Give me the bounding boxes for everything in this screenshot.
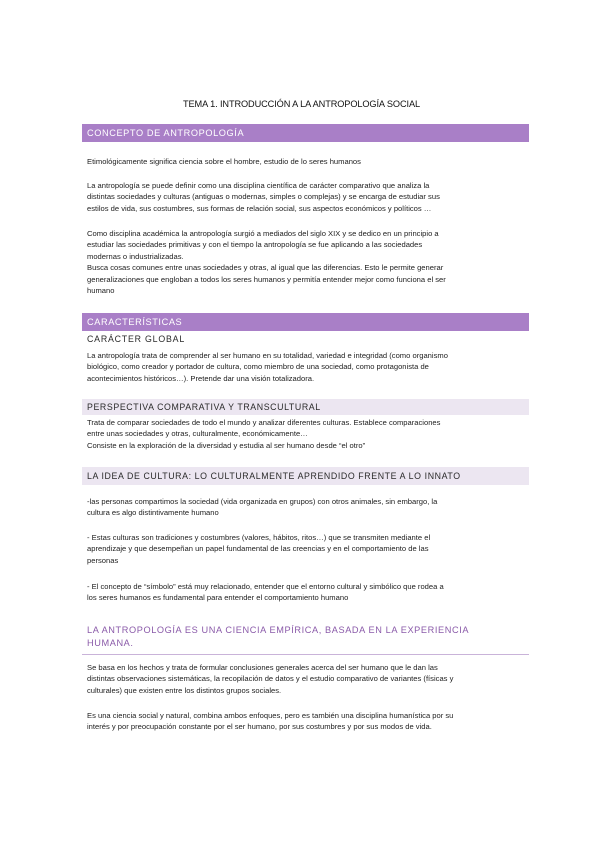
text-line: acontecimientos históricos…). Pretende dar una visión totalizadora. (87, 373, 315, 383)
text-line: - Estas culturas son tradiciones y costumbres (valores, hábitos, ritos…) que se transmiten mediante el (87, 533, 431, 542)
section-heading-idea-cultura: LA IDEA DE CULTURA: LO CULTURALMENTE APRENDIDO FRENTE A LO INNATO (82, 467, 529, 485)
paragraph-definicion (87, 180, 529, 214)
paragraph-tradiciones-costumbres (87, 532, 529, 566)
text-line: -las personas compartimos la sociedad (vida organizada en grupos) con otros animales, sin embargo, la (87, 497, 438, 506)
text-line: entre unas sociedades y otras, culturalmente, económicamente… (87, 429, 308, 439)
section-heading-caracteristicas: CARACTERÍSTICAS (82, 313, 529, 331)
text-line: estudiar las sociedades primitivas y con el tiempo la antropología se fue aplicando a las sociedades (87, 240, 423, 250)
text-line: humano (87, 286, 115, 296)
text-line: personas (87, 555, 119, 565)
text-line: cultura es algo distintivamente humano (87, 508, 219, 518)
section-heading-concepto: CONCEPTO DE ANTROPOLOGÍA (82, 124, 529, 142)
text-line: interés y por preocupación constante por el ser humano, por sus costumbres y por sus modos de vida. (87, 722, 432, 732)
paragraph-etimologia (87, 156, 529, 167)
paragraph-caracter-global (87, 350, 529, 384)
paragraph-hechos (87, 662, 529, 696)
subheading-caracter-global: CARÁCTER GLOBAL (87, 334, 186, 344)
text-line: generalizaciones que engloban a todos los seres humanos y permitía entender mejor como funciona el ser (87, 274, 446, 284)
text-line: Etimológicamente significa ciencia sobre el hombre, estudio de lo seres humanos (87, 157, 361, 166)
subheading-perspectiva-comparativa: PERSPECTIVA COMPARATIVA Y TRANSCULTURAL (82, 399, 529, 415)
text-line: distintas observaciones sistemáticas, la recopilación de datos y el estudio comparativo de variantes (físicas y (87, 674, 454, 684)
paragraph-perspectiva-comparativa (87, 417, 529, 451)
heading-line-2: HUMANA. (87, 638, 134, 648)
paragraph-cultura-humana (87, 496, 529, 519)
text-line: Como disciplina académica la antropología surgió a mediados del siglo XIX y se dedico en un principio a (87, 229, 439, 238)
paragraph-ciencia-social-natural (87, 710, 529, 733)
section-heading-ciencia-empirica (82, 624, 529, 655)
paragraph-concepto-simbolo (87, 581, 529, 604)
text-line: distintas sociedades y culturas (antiguas o modernas, simples o complejas) y se encarga de estudiar sus (87, 192, 440, 202)
text-line: La antropología trata de comprender al ser humano en su totalidad, variedad e integridad (como organismo (87, 351, 448, 360)
heading-line-1: LA ANTROPOLOGÍA ES UNA CIENCIA EMPÍRICA, BASADA EN LA EXPERIENCIA (87, 625, 470, 635)
text-line: Busca cosas comunes entre unas sociedades y otras, al igual que las diferencias. Esto le permite generar (87, 263, 444, 273)
text-line: - El concepto de “símbolo” está muy relacionado, entender que el entorno cultural y simbólico que rodea a (87, 582, 444, 591)
text-line: aprendizaje y que desempeñan un papel fundamental de las creencias y en el comportamiento de las (87, 544, 429, 554)
text-line: estilos de vida, sus costumbres, sus formas de relación social, sus aspectos económicos y políticos … (87, 203, 432, 213)
text-line: Es una ciencia social y natural, combina ambos enfoques, pero es también una disciplina humanística por su (87, 711, 454, 720)
text-line: La antropología se puede definir como una disciplina científica de carácter comparativo que analiza la (87, 181, 430, 190)
text-line: culturales) que existen entre los distintos grupos sociales. (87, 685, 282, 695)
text-line: modernas o industrializadas. (87, 251, 184, 261)
text-line: biológico, como creador y portador de cultura, como miembro de una sociedad, como protagonista de (87, 362, 429, 372)
paragraph-disciplina-academica (87, 228, 529, 296)
text-line: los seres humanos es fundamental para entender el comportamiento humano (87, 593, 349, 603)
document-title: TEMA 1. INTRODUCCIÓN A LA ANTROPOLOGÍA SOCIAL (183, 99, 420, 109)
text-line: Se basa en los hechos y trata de formular conclusiones generales acerca del ser humano que le dan las (87, 663, 438, 672)
text-line: Trata de comparar sociedades de todo el mundo y analizar diferentes culturas. Establece comparaciones (87, 418, 441, 427)
text-line: Consiste en la exploración de la diversidad y estudia al ser humano desde “el otro” (87, 440, 366, 450)
